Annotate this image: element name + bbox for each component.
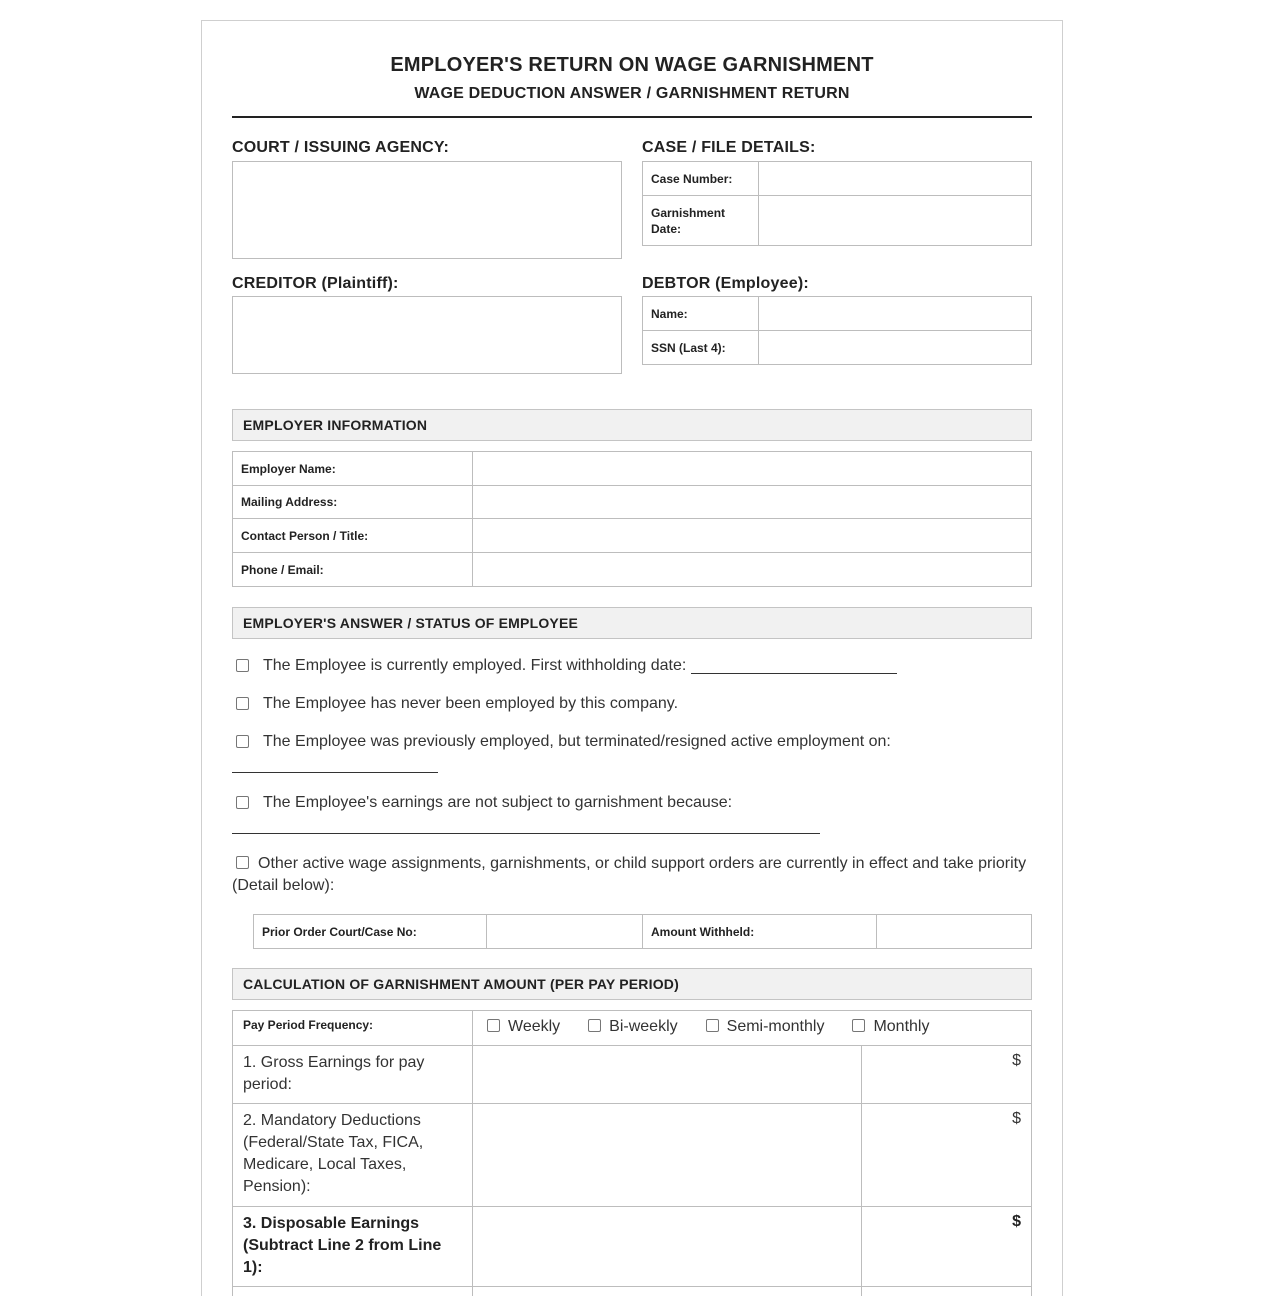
semimonthly-label: Semi-monthly: [726, 1018, 825, 1035]
semimonthly-checkbox[interactable]: [706, 1019, 719, 1032]
never-employed-text: The Employee has never been employed by this company.: [263, 695, 679, 712]
monthly-checkbox[interactable]: [852, 1019, 865, 1032]
mailing-address-label: Mailing Address:: [233, 486, 473, 519]
prior-order-table: [253, 914, 1032, 949]
debtor-label: DEBTOR (Employee):: [642, 275, 809, 292]
first-withholding-date-line[interactable]: [691, 673, 897, 674]
previously-employed-text: The Employee was previously employed, but terminated/resigned active employment on:: [263, 733, 891, 750]
frequency-semimonthly[interactable]: [706, 1018, 825, 1036]
weekly-label: Weekly: [508, 1018, 561, 1035]
employer-name-label: Employer Name:: [233, 452, 473, 486]
debtor-table: [642, 296, 1032, 365]
weekly-checkbox[interactable]: [487, 1019, 500, 1032]
option-other-orders: [232, 853, 1034, 897]
calculation-table: [232, 1010, 1032, 1296]
amount-withheld-label: Amount Withheld:: [643, 915, 877, 949]
disposable-earnings-amount[interactable]: $: [862, 1207, 1032, 1287]
previously-employed-checkbox[interactable]: [236, 735, 249, 748]
case-number-field[interactable]: [759, 162, 1032, 196]
disposable-earnings-label: 3. Disposable Earnings (Subtract Line 2 from Line 1):: [233, 1207, 473, 1287]
monthly-label: Monthly: [873, 1018, 930, 1035]
frequency-weekly[interactable]: [487, 1018, 560, 1036]
creditor-field[interactable]: [232, 296, 622, 374]
frequency-monthly[interactable]: [852, 1018, 929, 1036]
disposable-earnings-field[interactable]: [473, 1207, 862, 1287]
next-row-amount[interactable]: [862, 1287, 1032, 1296]
never-employed-checkbox[interactable]: [236, 697, 249, 710]
employer-info-heading: EMPLOYER INFORMATION: [232, 409, 1032, 441]
creditor-label: CREDITOR (Plaintiff):: [232, 275, 399, 292]
phone-email-field[interactable]: [473, 553, 1032, 587]
garnishment-date-label: Garnishment Date:: [643, 196, 759, 246]
biweekly-label: Bi-weekly: [609, 1018, 678, 1035]
debtor-ssn-label: SSN (Last 4):: [643, 331, 759, 365]
option-never-employed: [232, 693, 1032, 715]
other-orders-text: Other active wage assignments, garnishments, or child support orders are currently in effect and take priority (Detail below):: [232, 855, 1027, 894]
not-subject-text: The Employee's earnings are not subject to garnishment because:: [263, 794, 733, 811]
other-orders-checkbox[interactable]: [236, 856, 249, 869]
case-details-table: [642, 161, 1032, 246]
contact-person-field[interactable]: [473, 519, 1032, 553]
next-row-label: [233, 1287, 473, 1296]
prior-order-field[interactable]: [487, 915, 643, 949]
form-page: [201, 20, 1063, 1296]
employer-info-table: [232, 451, 1032, 587]
option-previously-employed: [232, 731, 1032, 753]
mailing-address-field[interactable]: [473, 486, 1032, 519]
mandatory-deductions-field[interactable]: [473, 1104, 862, 1207]
phone-email-label: Phone / Email:: [233, 553, 473, 587]
biweekly-checkbox[interactable]: [588, 1019, 601, 1032]
not-subject-reason-line[interactable]: [232, 833, 820, 834]
currently-employed-checkbox[interactable]: [236, 659, 249, 672]
employer-name-field[interactable]: [473, 452, 1032, 486]
debtor-name-label: Name:: [643, 297, 759, 331]
prior-order-label: Prior Order Court/Case No:: [254, 915, 487, 949]
option-not-subject: [232, 792, 1032, 814]
debtor-name-field[interactable]: [759, 297, 1032, 331]
next-row-field[interactable]: [473, 1287, 862, 1296]
mandatory-deductions-label: 2. Mandatory Deductions (Federal/State Tax, FICA, Medicare, Local Taxes, Pension):: [233, 1104, 473, 1207]
employer-answer-heading: EMPLOYER'S ANSWER / STATUS OF EMPLOYEE: [232, 607, 1032, 639]
contact-person-label: Contact Person / Title:: [233, 519, 473, 553]
gross-earnings-amount[interactable]: $: [862, 1046, 1032, 1104]
currently-employed-text: The Employee is currently employed. First withholding date:: [263, 657, 687, 674]
garnishment-date-field[interactable]: [759, 196, 1032, 246]
pay-frequency-label: Pay Period Frequency:: [233, 1011, 473, 1046]
document-subtitle: WAGE DEDUCTION ANSWER / GARNISHMENT RETURN: [414, 85, 850, 102]
amount-withheld-field[interactable]: [877, 915, 1032, 949]
gross-earnings-field[interactable]: [473, 1046, 862, 1104]
case-details-label: CASE / FILE DETAILS:: [642, 139, 816, 156]
mandatory-deductions-amount[interactable]: $: [862, 1104, 1032, 1207]
not-subject-checkbox[interactable]: [236, 796, 249, 809]
court-field[interactable]: [232, 161, 622, 259]
calculation-heading: CALCULATION OF GARNISHMENT AMOUNT (PER PAY PERIOD): [232, 968, 1032, 1000]
document-title: EMPLOYER'S RETURN ON WAGE GARNISHMENT: [390, 54, 874, 76]
termination-date-line[interactable]: [232, 772, 438, 773]
court-label: COURT / ISSUING AGENCY:: [232, 139, 450, 156]
gross-earnings-label: 1. Gross Earnings for pay period:: [233, 1046, 473, 1104]
title-divider: [232, 116, 1032, 118]
option-currently-employed: [232, 655, 1032, 677]
debtor-ssn-field[interactable]: [759, 331, 1032, 365]
case-number-label: Case Number:: [643, 162, 759, 196]
pay-frequency-options: [473, 1011, 1032, 1046]
frequency-biweekly[interactable]: [588, 1018, 677, 1036]
